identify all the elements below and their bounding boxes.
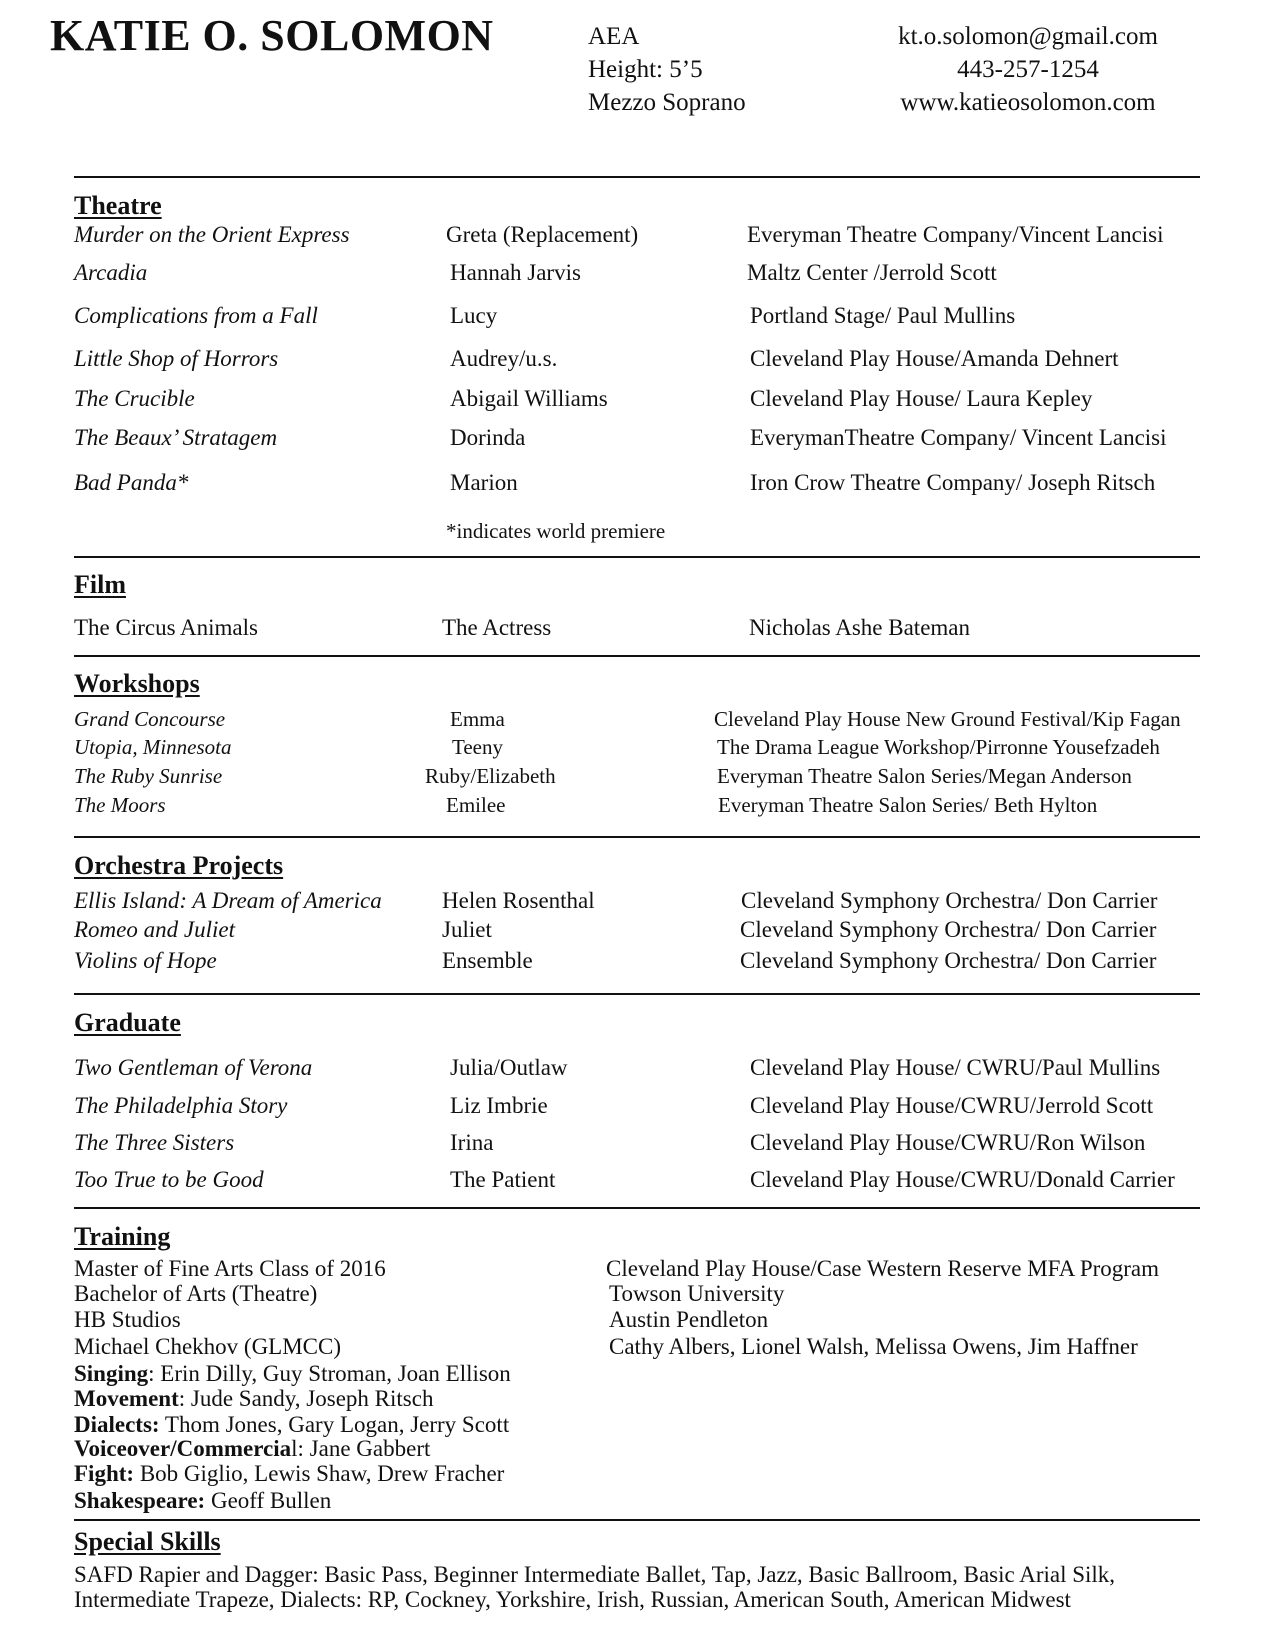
teacher-names: Thom Jones, Gary Logan, Jerry Scott — [159, 1412, 510, 1437]
divider — [74, 176, 1200, 178]
training-program: HB Studios — [74, 1307, 181, 1332]
credit-company: Cleveland Symphony Orchestra/ Don Carrier — [741, 888, 1158, 913]
training-institution: Towson University — [609, 1281, 785, 1306]
credit-title: Too True to be Good — [74, 1167, 264, 1192]
teacher-label: Singing — [74, 1361, 149, 1386]
teacher-line-dialects — [74, 1412, 509, 1438]
credit-role: Ensemble — [442, 948, 533, 973]
divider — [74, 1519, 1200, 1521]
teacher-names: Geoff Bullen — [205, 1488, 332, 1513]
credit-company: Nicholas Ashe Bateman — [749, 615, 971, 640]
credit-role: Liz Imbrie — [450, 1093, 548, 1118]
credit-company: Cleveland Symphony Orchestra/ Don Carrier — [740, 917, 1157, 942]
divider — [74, 556, 1200, 558]
credit-role: Juliet — [442, 917, 492, 942]
voice-type: Mezzo Soprano — [588, 89, 746, 116]
training-institution: Cleveland Play House/Case Western Reserve MFA Program — [606, 1256, 1160, 1281]
teacher-line-singing — [74, 1361, 511, 1387]
credit-title: Romeo and Juliet — [74, 917, 235, 942]
credit-company: EverymanTheatre Company/ Vincent Lancisi — [750, 425, 1167, 450]
credit-role: Helen Rosenthal — [442, 888, 595, 913]
section-heading-special-skills: Special Skills — [74, 1527, 221, 1556]
credit-title: Ellis Island: A Dream of America — [74, 888, 382, 913]
teacher-label: Dialects: — [74, 1412, 160, 1437]
credit-company: Maltz Center /Jerrold Scott — [747, 260, 997, 285]
personal-info — [588, 20, 746, 119]
skills-line: Intermediate Trapeze, Dialects: RP, Cockney, Yorkshire, Irish, Russian, American South, American Midwest — [74, 1587, 1071, 1612]
training-institution: Austin Pendleton — [609, 1307, 769, 1332]
credit-company: Cleveland Play House/Amanda Dehnert — [750, 346, 1119, 371]
teacher-names: Bob Giglio, Lewis Shaw, Drew Fracher — [134, 1461, 505, 1486]
credit-title: Complications from a Fall — [74, 303, 318, 328]
credit-title: The Ruby Sunrise — [74, 764, 223, 788]
teacher-label: Movement — [74, 1386, 179, 1411]
credit-role: The Patient — [450, 1167, 556, 1192]
credit-title: Violins of Hope — [74, 948, 217, 973]
credit-title: The Crucible — [74, 386, 195, 411]
credit-title: Murder on the Orient Express — [74, 222, 350, 247]
union-membership: AEA — [588, 23, 640, 50]
premiere-note: *indicates world premiere — [446, 519, 666, 543]
section-heading-training: Training — [74, 1222, 171, 1251]
credit-company: Portland Stage/ Paul Mullins — [750, 303, 1016, 328]
section-heading-theatre: Theatre — [74, 191, 162, 220]
credit-role: Lucy — [450, 303, 498, 328]
teacher-names: l: Jane Gabbert — [291, 1436, 431, 1461]
training-program: Michael Chekhov (GLMCC) — [74, 1334, 342, 1359]
credit-company: The Drama League Workshop/Pirronne Yousefzadeh — [717, 735, 1160, 759]
teacher-names: : Erin Dilly, Guy Stroman, Joan Ellison — [148, 1361, 511, 1386]
email: kt.o.solomon@gmail.com — [898, 23, 1158, 50]
credit-role: Emilee — [446, 793, 506, 817]
credit-title: The Beaux’ Stratagem — [74, 425, 278, 450]
credit-company: Cleveland Play House/ CWRU/Paul Mullins — [750, 1055, 1161, 1080]
credit-role: The Actress — [442, 615, 552, 640]
section-heading-workshops: Workshops — [74, 669, 200, 698]
credit-title: Little Shop of Horrors — [74, 346, 279, 371]
credit-role: Marion — [450, 470, 518, 495]
divider — [74, 1207, 1200, 1209]
section-heading-orchestra: Orchestra Projects — [74, 851, 284, 880]
credit-role: Greta (Replacement) — [446, 222, 639, 247]
credit-title: The Circus Animals — [74, 615, 258, 640]
credit-title: Two Gentleman of Verona — [74, 1055, 313, 1080]
teacher-line-fight — [74, 1461, 504, 1487]
skills-line: SAFD Rapier and Dagger: Basic Pass, Beginner Intermediate Ballet, Tap, Jazz, Basic Ballroom, Basic Arial Silk, — [74, 1562, 1116, 1587]
credit-company: Everyman Theatre Salon Series/Megan Anderson — [717, 764, 1132, 788]
section-heading-graduate: Graduate — [74, 1008, 181, 1037]
credit-company: Everyman Theatre Salon Series/ Beth Hylton — [718, 793, 1098, 817]
credit-company: Cleveland Play House New Ground Festival/Kip Fagan — [714, 707, 1181, 731]
credit-title: The Philadelphia Story — [74, 1093, 288, 1118]
credit-company: Cleveland Play House/CWRU/Jerrold Scott — [750, 1093, 1154, 1118]
credit-role: Audrey/u.s. — [450, 346, 558, 371]
credit-role: Hannah Jarvis — [450, 260, 581, 285]
credit-role: Teeny — [452, 735, 504, 759]
divider — [74, 655, 1200, 657]
teacher-label: Shakespeare: — [74, 1488, 206, 1513]
divider — [74, 836, 1200, 838]
teacher-line-movement — [74, 1386, 433, 1412]
credit-company: Cleveland Play House/CWRU/Ron Wilson — [750, 1130, 1146, 1155]
contact-info — [870, 20, 1186, 119]
training-institution: Cathy Albers, Lionel Walsh, Melissa Owens, Jim Haffner — [609, 1334, 1138, 1359]
phone: 443-257-1254 — [957, 56, 1099, 83]
credit-company: Iron Crow Theatre Company/ Joseph Ritsch — [750, 470, 1156, 495]
credit-role: Dorinda — [450, 425, 526, 450]
credit-company: Cleveland Play House/CWRU/Donald Carrier — [750, 1167, 1175, 1192]
credit-title: Arcadia — [74, 260, 148, 285]
credit-role: Julia/Outlaw — [450, 1055, 568, 1080]
credit-role: Irina — [450, 1130, 494, 1155]
credit-role: Ruby/Elizabeth — [425, 764, 556, 788]
credit-company: Everyman Theatre Company/Vincent Lancisi — [747, 222, 1164, 247]
teacher-line-shakespeare — [74, 1488, 331, 1514]
credit-title: Grand Concourse — [74, 707, 226, 731]
credit-company: Cleveland Play House/ Laura Kepley — [750, 386, 1093, 411]
training-program: Bachelor of Arts (Theatre) — [74, 1281, 318, 1306]
credit-title: The Three Sisters — [74, 1130, 235, 1155]
teacher-line-voiceover — [74, 1436, 430, 1462]
credit-role: Abigail Williams — [450, 386, 608, 411]
website: www.katieosolomon.com — [900, 89, 1156, 116]
teacher-label: Voiceover/Commercia — [74, 1436, 292, 1461]
applicant-name: KATIE O. SOLOMON — [50, 11, 494, 60]
training-program: Master of Fine Arts Class of 2016 — [74, 1256, 386, 1281]
credit-company: Cleveland Symphony Orchestra/ Don Carrier — [740, 948, 1157, 973]
credit-role: Emma — [450, 707, 505, 731]
teacher-label: Fight: — [74, 1461, 135, 1486]
height: Height: 5’5 — [588, 56, 703, 83]
section-heading-film: Film — [74, 570, 126, 599]
divider — [74, 993, 1200, 995]
teacher-names: : Jude Sandy, Joseph Ritsch — [178, 1386, 434, 1411]
credit-title: Utopia, Minnesota — [74, 735, 232, 759]
credit-title: The Moors — [74, 793, 166, 817]
credit-title: Bad Panda* — [74, 470, 189, 495]
